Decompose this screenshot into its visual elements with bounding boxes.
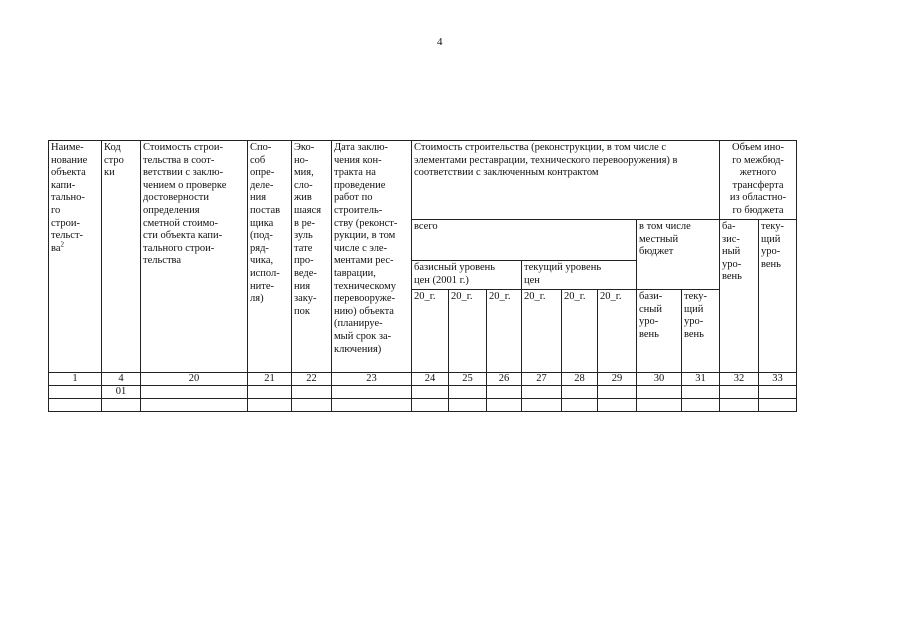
construction-cost-table: [48, 140, 797, 412]
column-number: 4: [102, 373, 141, 386]
column-number: 32: [720, 373, 759, 386]
column-number-row: [49, 373, 797, 386]
table-cell: [449, 399, 487, 412]
table-cell: [412, 399, 449, 412]
table-cell: [682, 386, 720, 399]
table-cell: [102, 399, 141, 412]
table-cell: [449, 386, 487, 399]
table-cell: [141, 399, 248, 412]
header-transfer-volume: Объем ино- го межбюд- жетного трансферта из областно- го бюджета: [720, 141, 797, 220]
header-contract-date: Дата заклю- чения кон- тракта на проведение работ по строитель- ству (реконст- рукции, в том числе с эле- ментами рес- tаврации, техническому перевооруже- нию) объекта (планируе- мый срок за- ключения): [332, 141, 412, 373]
header-year: 20_г.: [522, 290, 562, 373]
table-cell: [759, 399, 797, 412]
table-cell: [412, 386, 449, 399]
table-cell: [292, 399, 332, 412]
header-total: всего: [412, 220, 637, 261]
header-local-current: теку- щий уро- вень: [682, 290, 720, 373]
table-cell: [487, 399, 522, 412]
header-line-code: Код стро ки: [102, 141, 141, 373]
header-year: 20_г.: [449, 290, 487, 373]
column-number: 1: [49, 373, 102, 386]
table-cell: [637, 386, 682, 399]
column-number: 27: [522, 373, 562, 386]
column-number: 28: [562, 373, 598, 386]
header-contract-cost: Стоимость строительства (реконструкции, в том числе с элементами реставрации, технического перевооружения) в соответствии с заключенным контрактом: [412, 141, 720, 220]
table-cell: [141, 386, 248, 399]
table-row: [49, 399, 797, 412]
header-year: 20_г.: [562, 290, 598, 373]
table-cell: [562, 399, 598, 412]
column-number: 25: [449, 373, 487, 386]
table-row: [49, 386, 797, 399]
table-cell: [332, 386, 412, 399]
table-cell: [248, 386, 292, 399]
header-base-level: базисный уровень цен (2001 г.): [412, 261, 522, 290]
table-cell: [720, 399, 759, 412]
column-number: 29: [598, 373, 637, 386]
table-cell: [292, 386, 332, 399]
column-number: 33: [759, 373, 797, 386]
header-transfer-base: ба- зис- ный уро- вень: [720, 220, 759, 373]
header-local-base: бази- сный уро- вень: [637, 290, 682, 373]
table-cell: [720, 386, 759, 399]
column-number: 31: [682, 373, 720, 386]
table-cell: [562, 386, 598, 399]
table-cell: [332, 399, 412, 412]
header-current-level: текущий уровень цен: [522, 261, 637, 290]
table-cell: [598, 399, 637, 412]
header-row-1: [49, 141, 797, 220]
header-year: 20_г.: [412, 290, 449, 373]
table-cell: [522, 386, 562, 399]
table-cell-code: 01: [102, 386, 141, 399]
page-number: 4: [437, 36, 443, 48]
table-cell: [637, 399, 682, 412]
header-estimate-cost: Стоимость строи- тельства в соот- ветствии с заклю- чением о проверке достоверности определения сметной стоимо- сти объекта капи- тального строи- тельства: [141, 141, 248, 373]
table-cell: [682, 399, 720, 412]
table-cell: [49, 386, 102, 399]
table-cell: [522, 399, 562, 412]
header-savings: Эко- но- мия, сло- жив шаяся в ре- зуль тате про- веде- ния заку- пок: [292, 141, 332, 373]
table-cell: [759, 386, 797, 399]
header-local-budget: в том числе местный бюджет: [637, 220, 720, 290]
header-transfer-current: теку- щий уро- вень: [759, 220, 797, 373]
column-number: 20: [141, 373, 248, 386]
header-year: 20_г.: [487, 290, 522, 373]
table-cell: [487, 386, 522, 399]
column-number: 30: [637, 373, 682, 386]
column-number: 21: [248, 373, 292, 386]
column-number: 26: [487, 373, 522, 386]
table-cell: [598, 386, 637, 399]
header-object-name: Наиме- нование объекта капи- тально- го строи- тельст- $ва^2$: [49, 141, 102, 373]
header-supplier-method: Спо- соб опре- деле- ния постав щика (под- ряд- чика, испол- ните- ля): [248, 141, 292, 373]
table-cell: [248, 399, 292, 412]
column-number: 23: [332, 373, 412, 386]
table-cell: [49, 399, 102, 412]
header-year: 20_г.: [598, 290, 637, 373]
column-number: 24: [412, 373, 449, 386]
column-number: 22: [292, 373, 332, 386]
